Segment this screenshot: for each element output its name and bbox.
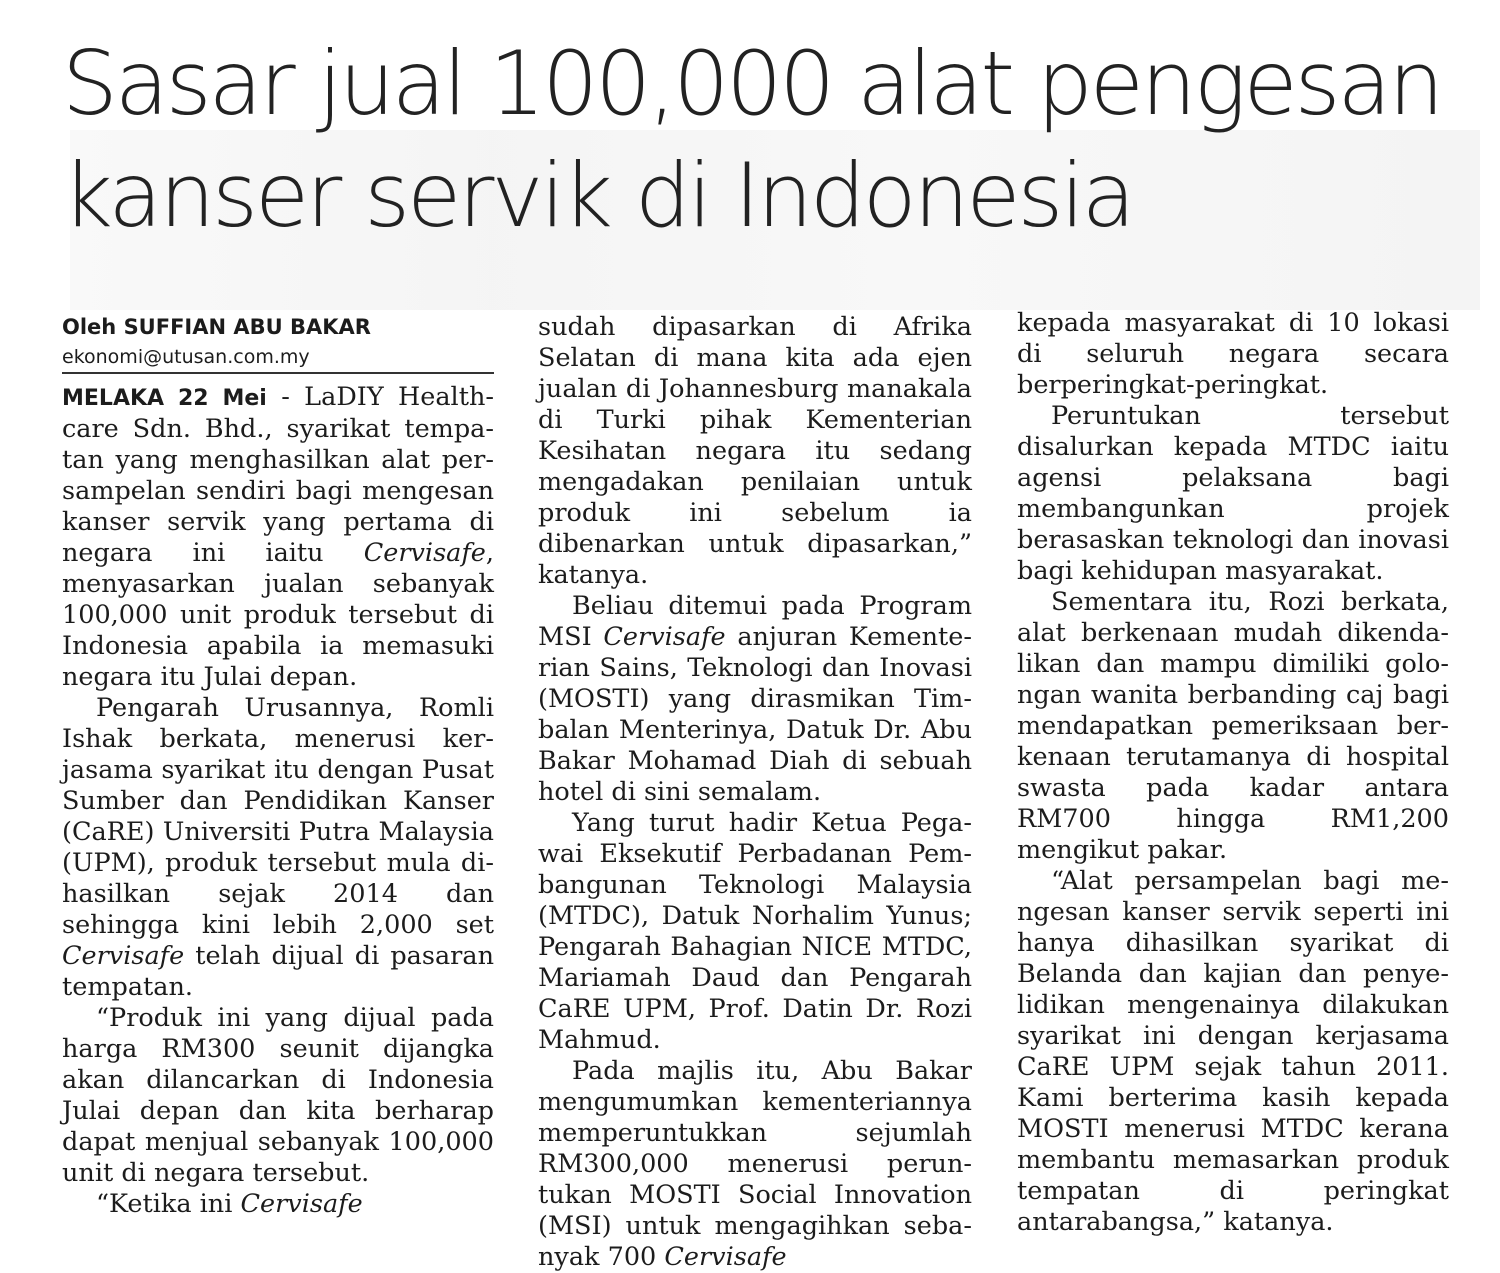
dateline: MELAKA 22 Mei [62,386,267,411]
headline-line-2: kanser servik di Indonesia [62,144,1133,247]
headline-line-1: Sasar jual 100,000 alat pengesan [62,32,1442,135]
paragraph-7: Pada majlis itu, Abu Bakar mengumumkan kementeriannya memperuntukkan sejumlah RM300,000 menerusi peruntukan MOSTI Social Innovation (MSI) untuk mengagihkan sebanyak 700 Cervisafe [538,1056,972,1272]
paragraph-1: MELAKA 22 Mei - LaDIY Healthcare Sdn. Bhd., syarikat tempatan yang menghasilkan alat persampelan sendiri bagi mengesan kanser servik yang pertama di negara ini iaitu Cervisafe, menyasarkan jualan sebanyak 100,000 unit produk tersebut di Indonesia apabila ia memasuki negara itu Julai depan. [62,382,495,692]
paragraph-8: Peruntukan tersebut disalurkan kepada MTDC iaitu agensi pelaksana bagi membangunkan projek berasaskan teknologi dan inovasi bagi kehidupan masyarakat. [1017,401,1449,586]
paragraph-4a: “Ketika ini Cervisafe [96,1189,363,1219]
paragraph-5: Beliau ditemui pada Program MSI Cervisafe anjuran Kementerian Sains, Teknologi dan Inovasi (MOSTI) yang dirasmikan Timbalan Menterinya, Datuk Dr. Abu Bakar Mohamad Diah di sebuah hotel di sini semalam. [538,591,972,807]
paragraph-2: Pengarah Urusannya, Romli Ishak berkata, menerusi kerjasama syarikat itu dengan Pusat Sumber dan Pendidikan Kanser (CaRE) Universiti Putra Malaysia (UPM), produk tersebut mula dihasilkan sejak 2014 dan sehingga kini lebih 2,000 set Cervisafe telah dijual di pasaran tempatan. [62,693,494,1002]
paragraph-3: “Produk ini yang dijual pada harga RM300 seunit dijangka akan dilancarkan di Indonesia Julai depan dan kita berharap dapat menjual sebanyak 100,000 unit di negara tersebut. [62,1003,494,1188]
byline-author: SUFFIAN ABU BAKAR [123,315,371,339]
byline-email: ekonomi@utusan.com.my [62,346,310,368]
paragraph-4-continued: sudah dipasarkan di Afrika Selatan di mana kita ada ejen jualan di Johannesburg manakala di Turki pihak Kementerian Kesihatan negara itu sedang mengadakan penilaian untuk produk ini sebelum ia dibenarkan untuk dipasarkan,” katanya. [538,312,972,590]
column-3 [1017,308,1449,1238]
paragraph-10: “Alat persampelan bagi mengesan kanser servik seperti ini hanya dihasilkan syarikat di Belanda dan kajian dan penyelidikan mengenainya dilakukan syarikat ini dengan kerjasama CaRE UPM sejak tahun 2011. Kami berterima kasih kepada MOSTI menerusi MTDC kerana membantu memasarkan produk tempatan di peringkat antarabangsa,” katanya. [1017,866,1449,1237]
headline [62,28,1441,252]
byline-rule [62,372,494,374]
byline-prefix: Oleh [62,315,124,339]
paragraph-7-continued: kepada masyarakat di 10 lokasi di seluruh negara secara berperingkat-peringkat. [1017,308,1449,400]
paragraph-6: Yang turut hadir Ketua Pegawai Eksekutif Perbadanan Pembangunan Teknologi Malaysia (MTDC), Datuk Norhalim Yunus; Pengarah Bahagian NICE MTDC, Mariamah Daud dan Pengarah CaRE UPM, Prof. Datin Dr. Rozi Mahmud. [538,808,972,1055]
column-1 [62,312,494,1220]
column-2 [538,312,972,1273]
paragraph-9: Sementara itu, Rozi berkata, alat berkenaan mudah dikendalikan dan mampu dimiliki golongan wanita berbanding caj bagi mendapatkan pemeriksaan berkenaan terutamanya di hospital swasta pada kadar antara RM700 hingga RM1,200 mengikut pakar. [1017,587,1449,865]
byline [62,312,494,342]
